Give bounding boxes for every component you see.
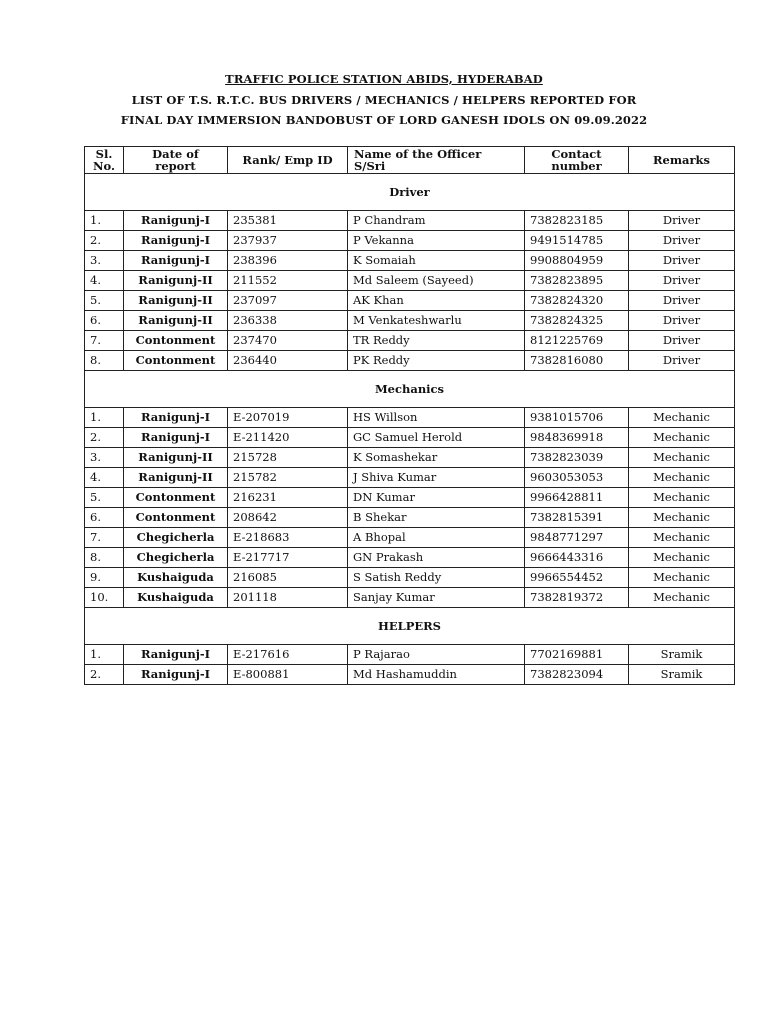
cell-officer-name: A Bhopal xyxy=(348,528,525,548)
cell-rank-emp-id: 211552 xyxy=(228,271,348,291)
header-date-of-report: Date of report xyxy=(124,147,228,174)
cell-contact-number: 7382823039 xyxy=(525,448,629,468)
cell-sl-no: 3. xyxy=(85,448,124,468)
cell-contact-number: 9848771297 xyxy=(525,528,629,548)
cell-sl-no: 9. xyxy=(85,568,124,588)
cell-officer-name: Md Hashamuddin xyxy=(348,665,525,685)
cell-remarks: Driver xyxy=(629,211,735,231)
cell-remarks: Mechanic xyxy=(629,588,735,608)
cell-sl-no: 4. xyxy=(85,271,124,291)
cell-contact-number: 9491514785 xyxy=(525,231,629,251)
cell-contact-number: 9603053053 xyxy=(525,468,629,488)
cell-sl-no: 2. xyxy=(85,231,124,251)
cell-contact-number: 7382823094 xyxy=(525,665,629,685)
table-row xyxy=(85,548,735,568)
cell-date-of-report: Ranigunj-II xyxy=(124,291,228,311)
header-contact-number: Contact number xyxy=(525,147,629,174)
cell-contact-number: 7382824325 xyxy=(525,311,629,331)
header-officer-name: Name of the Officer S/Sri xyxy=(348,147,525,174)
header-rank-emp-id: Rank/ Emp ID xyxy=(228,147,348,174)
section-header-row xyxy=(85,608,735,645)
table-row xyxy=(85,568,735,588)
section-title: HELPERS xyxy=(85,608,735,645)
cell-officer-name: K Somaiah xyxy=(348,251,525,271)
cell-remarks: Mechanic xyxy=(629,408,735,428)
cell-date-of-report: Chegicherla xyxy=(124,528,228,548)
cell-officer-name: P Rajarao xyxy=(348,645,525,665)
section-title: Driver xyxy=(85,174,735,211)
cell-date-of-report: Ranigunj-I xyxy=(124,645,228,665)
table-row xyxy=(85,331,735,351)
cell-contact-number: 9381015706 xyxy=(525,408,629,428)
cell-remarks: Sramik xyxy=(629,665,735,685)
cell-contact-number: 9908804959 xyxy=(525,251,629,271)
cell-contact-number: 7382819372 xyxy=(525,588,629,608)
cell-date-of-report: Ranigunj-I xyxy=(124,428,228,448)
cell-date-of-report: Contonment xyxy=(124,331,228,351)
cell-rank-emp-id: 215782 xyxy=(228,468,348,488)
cell-officer-name: PK Reddy xyxy=(348,351,525,371)
table-row xyxy=(85,311,735,331)
cell-rank-emp-id: E-217717 xyxy=(228,548,348,568)
table-row xyxy=(85,645,735,665)
cell-officer-name: P Chandram xyxy=(348,211,525,231)
table-row xyxy=(85,665,735,685)
cell-rank-emp-id: 237937 xyxy=(228,231,348,251)
table-row xyxy=(85,488,735,508)
cell-officer-name: Md Saleem (Sayeed) xyxy=(348,271,525,291)
cell-remarks: Mechanic xyxy=(629,488,735,508)
cell-remarks: Mechanic xyxy=(629,468,735,488)
cell-remarks: Mechanic xyxy=(629,428,735,448)
document-subtitle-line1: LIST OF T.S. R.T.C. BUS DRIVERS / MECHANICS / HELPERS REPORTED FOR xyxy=(131,93,637,107)
cell-date-of-report: Ranigunj-I xyxy=(124,211,228,231)
cell-rank-emp-id: 237097 xyxy=(228,291,348,311)
cell-contact-number: 9966554452 xyxy=(525,568,629,588)
cell-date-of-report: Ranigunj-II xyxy=(124,468,228,488)
cell-rank-emp-id: 216085 xyxy=(228,568,348,588)
table-row xyxy=(85,428,735,448)
cell-rank-emp-id: E-218683 xyxy=(228,528,348,548)
cell-date-of-report: Ranigunj-I xyxy=(124,231,228,251)
cell-officer-name: S Satish Reddy xyxy=(348,568,525,588)
personnel-table xyxy=(84,146,735,685)
cell-sl-no: 2. xyxy=(85,665,124,685)
cell-contact-number: 7382816080 xyxy=(525,351,629,371)
cell-date-of-report: Ranigunj-II xyxy=(124,311,228,331)
cell-date-of-report: Ranigunj-I xyxy=(124,251,228,271)
cell-rank-emp-id: E-217616 xyxy=(228,645,348,665)
table-row xyxy=(85,448,735,468)
cell-date-of-report: Kushaiguda xyxy=(124,588,228,608)
cell-sl-no: 5. xyxy=(85,488,124,508)
cell-date-of-report: Contonment xyxy=(124,488,228,508)
cell-officer-name: B Shekar xyxy=(348,508,525,528)
cell-sl-no: 8. xyxy=(85,351,124,371)
cell-sl-no: 7. xyxy=(85,528,124,548)
cell-remarks: Driver xyxy=(629,271,735,291)
cell-contact-number: 7382823185 xyxy=(525,211,629,231)
table-row xyxy=(85,291,735,311)
cell-officer-name: J Shiva Kumar xyxy=(348,468,525,488)
table-row xyxy=(85,528,735,548)
cell-rank-emp-id: E-207019 xyxy=(228,408,348,428)
cell-remarks: Driver xyxy=(629,331,735,351)
cell-officer-name: GN Prakash xyxy=(348,548,525,568)
cell-sl-no: 1. xyxy=(85,645,124,665)
cell-sl-no: 8. xyxy=(85,548,124,568)
cell-officer-name: TR Reddy xyxy=(348,331,525,351)
cell-remarks: Driver xyxy=(629,351,735,371)
cell-sl-no: 6. xyxy=(85,508,124,528)
cell-rank-emp-id: 237470 xyxy=(228,331,348,351)
table-row xyxy=(85,271,735,291)
table-body xyxy=(85,174,735,685)
cell-sl-no: 10. xyxy=(85,588,124,608)
header-remarks: Remarks xyxy=(629,147,735,174)
cell-remarks: Driver xyxy=(629,291,735,311)
table-row xyxy=(85,588,735,608)
cell-officer-name: GC Samuel Herold xyxy=(348,428,525,448)
cell-sl-no: 1. xyxy=(85,408,124,428)
cell-remarks: Mechanic xyxy=(629,528,735,548)
table-row xyxy=(85,351,735,371)
cell-rank-emp-id: 215728 xyxy=(228,448,348,468)
cell-date-of-report: Chegicherla xyxy=(124,548,228,568)
cell-officer-name: K Somashekar xyxy=(348,448,525,468)
cell-rank-emp-id: 208642 xyxy=(228,508,348,528)
cell-sl-no: 5. xyxy=(85,291,124,311)
table-row xyxy=(85,251,735,271)
cell-remarks: Mechanic xyxy=(629,508,735,528)
document-subtitle-line2: FINAL DAY IMMERSION BANDOBUST OF LORD GANESH IDOLS ON 09.09.2022 xyxy=(120,113,648,127)
cell-sl-no: 7. xyxy=(85,331,124,351)
table-row xyxy=(85,468,735,488)
cell-rank-emp-id: 236440 xyxy=(228,351,348,371)
cell-contact-number: 7702169881 xyxy=(525,645,629,665)
table-row xyxy=(85,231,735,251)
cell-sl-no: 4. xyxy=(85,468,124,488)
cell-rank-emp-id: 235381 xyxy=(228,211,348,231)
cell-rank-emp-id: 201118 xyxy=(228,588,348,608)
cell-sl-no: 3. xyxy=(85,251,124,271)
cell-date-of-report: Contonment xyxy=(124,351,228,371)
table-row xyxy=(85,508,735,528)
cell-contact-number: 9666443316 xyxy=(525,548,629,568)
cell-officer-name: AK Khan xyxy=(348,291,525,311)
cell-remarks: Sramik xyxy=(629,645,735,665)
cell-sl-no: 1. xyxy=(85,211,124,231)
cell-date-of-report: Kushaiguda xyxy=(124,568,228,588)
table-header-row xyxy=(85,147,735,174)
section-header-row xyxy=(85,174,735,211)
cell-date-of-report: Ranigunj-I xyxy=(124,408,228,428)
cell-officer-name: HS Willson xyxy=(348,408,525,428)
cell-rank-emp-id: 216231 xyxy=(228,488,348,508)
cell-officer-name: Sanjay Kumar xyxy=(348,588,525,608)
table-row xyxy=(85,211,735,231)
document-title: TRAFFIC POLICE STATION ABIDS, HYDERABAD xyxy=(225,72,543,86)
cell-officer-name: DN Kumar xyxy=(348,488,525,508)
header-sl-no: Sl. No. xyxy=(85,147,124,174)
cell-contact-number: 9966428811 xyxy=(525,488,629,508)
cell-rank-emp-id: E-211420 xyxy=(228,428,348,448)
cell-sl-no: 6. xyxy=(85,311,124,331)
cell-officer-name: P Vekanna xyxy=(348,231,525,251)
cell-contact-number: 8121225769 xyxy=(525,331,629,351)
cell-remarks: Driver xyxy=(629,231,735,251)
cell-sl-no: 2. xyxy=(85,428,124,448)
section-title: Mechanics xyxy=(85,371,735,408)
cell-remarks: Mechanic xyxy=(629,448,735,468)
cell-remarks: Driver xyxy=(629,251,735,271)
section-header-row xyxy=(85,371,735,408)
cell-contact-number: 7382815391 xyxy=(525,508,629,528)
table-row xyxy=(85,408,735,428)
cell-date-of-report: Ranigunj-II xyxy=(124,448,228,468)
cell-rank-emp-id: E-800881 xyxy=(228,665,348,685)
cell-remarks: Mechanic xyxy=(629,548,735,568)
cell-remarks: Mechanic xyxy=(629,568,735,588)
cell-officer-name: M Venkateshwarlu xyxy=(348,311,525,331)
cell-contact-number: 7382823895 xyxy=(525,271,629,291)
cell-remarks: Driver xyxy=(629,311,735,331)
cell-contact-number: 9848369918 xyxy=(525,428,629,448)
cell-date-of-report: Ranigunj-II xyxy=(124,271,228,291)
cell-rank-emp-id: 238396 xyxy=(228,251,348,271)
cell-date-of-report: Ranigunj-I xyxy=(124,665,228,685)
cell-contact-number: 7382824320 xyxy=(525,291,629,311)
cell-date-of-report: Contonment xyxy=(124,508,228,528)
cell-rank-emp-id: 236338 xyxy=(228,311,348,331)
